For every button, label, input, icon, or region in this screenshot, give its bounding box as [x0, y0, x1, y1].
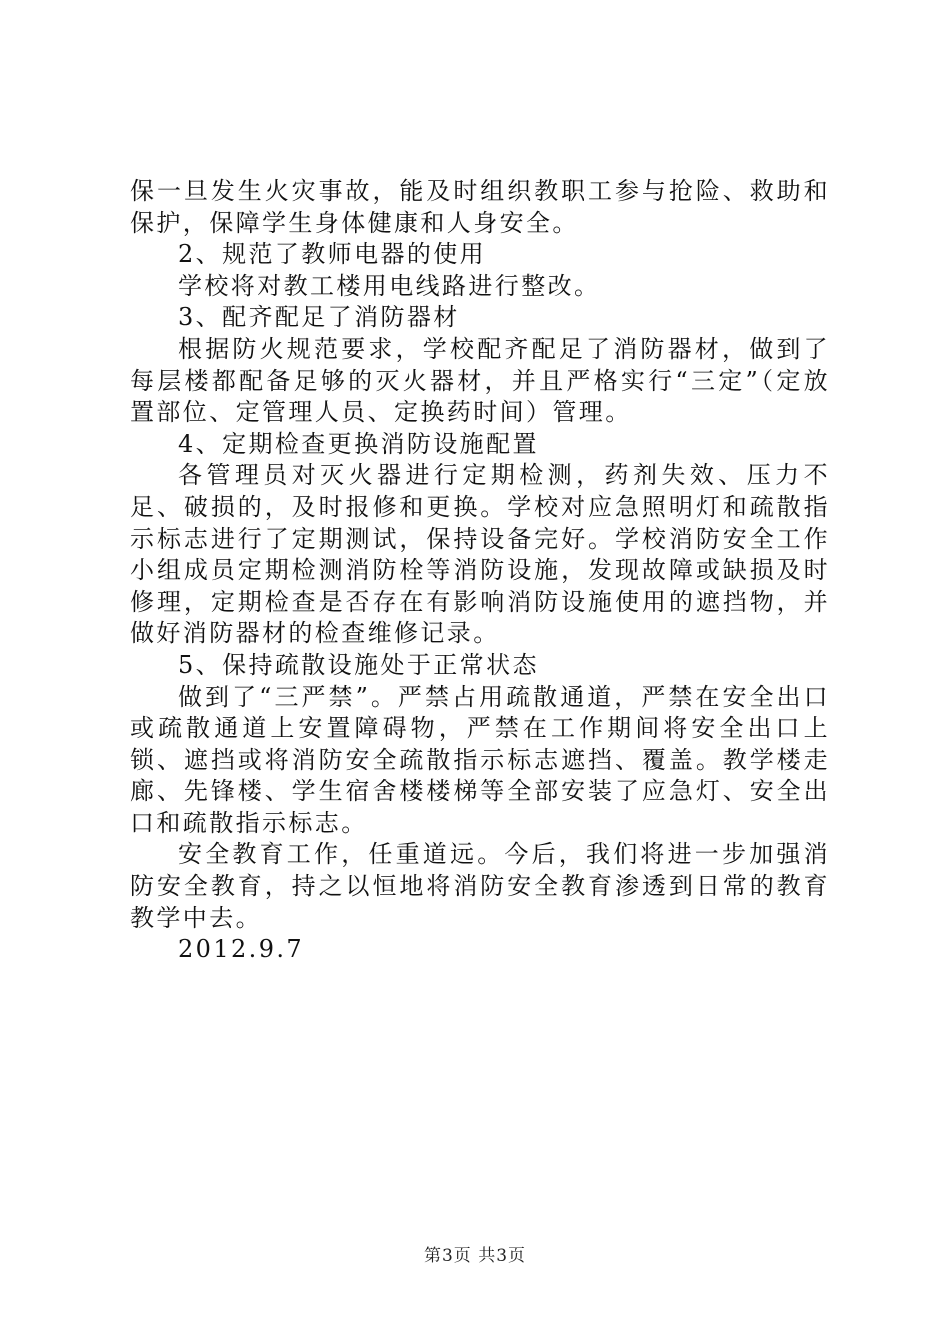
section-heading-3: 3、配齐配足了消防器材 [178, 303, 460, 332]
paragraph-3: 根据防火规范要求，学校配齐配足了消防器材，做到了每层楼都配备足够的灭火器材，并且严格实行“三定”（定放置部位、定管理人员、定换药时间）管理。 [130, 334, 830, 427]
section-heading-2: 2、规范了教师电器的使用 [178, 240, 487, 269]
page-footer: 第3页 共3页 [423, 1246, 527, 1266]
section-heading-4: 4、定期检查更换消防设施配置 [178, 429, 539, 458]
document-date: 2012.9.7 [178, 935, 305, 964]
document-body [130, 176, 830, 966]
paragraph-5: 做到了“三严禁”。严禁占用疏散通道，严禁在安全出口或疏散通道上安置障碍物，严禁在工作期间将安全出口上锁、遮挡或将消防安全疏散指示标志遮挡、覆盖。教学楼走廊、先锋楼、学生宿舍楼楼梯等全部安装了应急灯、安全出口和疏散指示标志。 [130, 682, 830, 837]
section-heading-5: 5、保持疏散设施处于正常状态 [178, 650, 539, 679]
paragraph-2: 学校将对教工楼用电线路进行整改。 [178, 271, 601, 300]
paragraph-4: 各管理员对灭火器进行定期检测，药剂失效、压力不足、破损的，及时报修和更换。学校对应急照明灯和疏散指示标志进行了定期测试，保持设备完好。学校消防安全工作小组成员定期检测消防栓等消防设施，发现故障或缺损及时修理，定期检查是否存在有影响消防设施使用的遮挡物，并做好消防器材的检查维修记录。 [130, 461, 830, 648]
closing-paragraph: 安全教育工作，任重道远。今后，我们将进一步加强消防安全教育，持之以恒地将消防安全教育渗透到日常的教育教学中去。 [130, 840, 830, 932]
paragraph-1: 保一旦发生火灾事故，能及时组织教职工参与抢险、救助和保护，保障学生身体健康和人身安全。 [130, 177, 830, 237]
